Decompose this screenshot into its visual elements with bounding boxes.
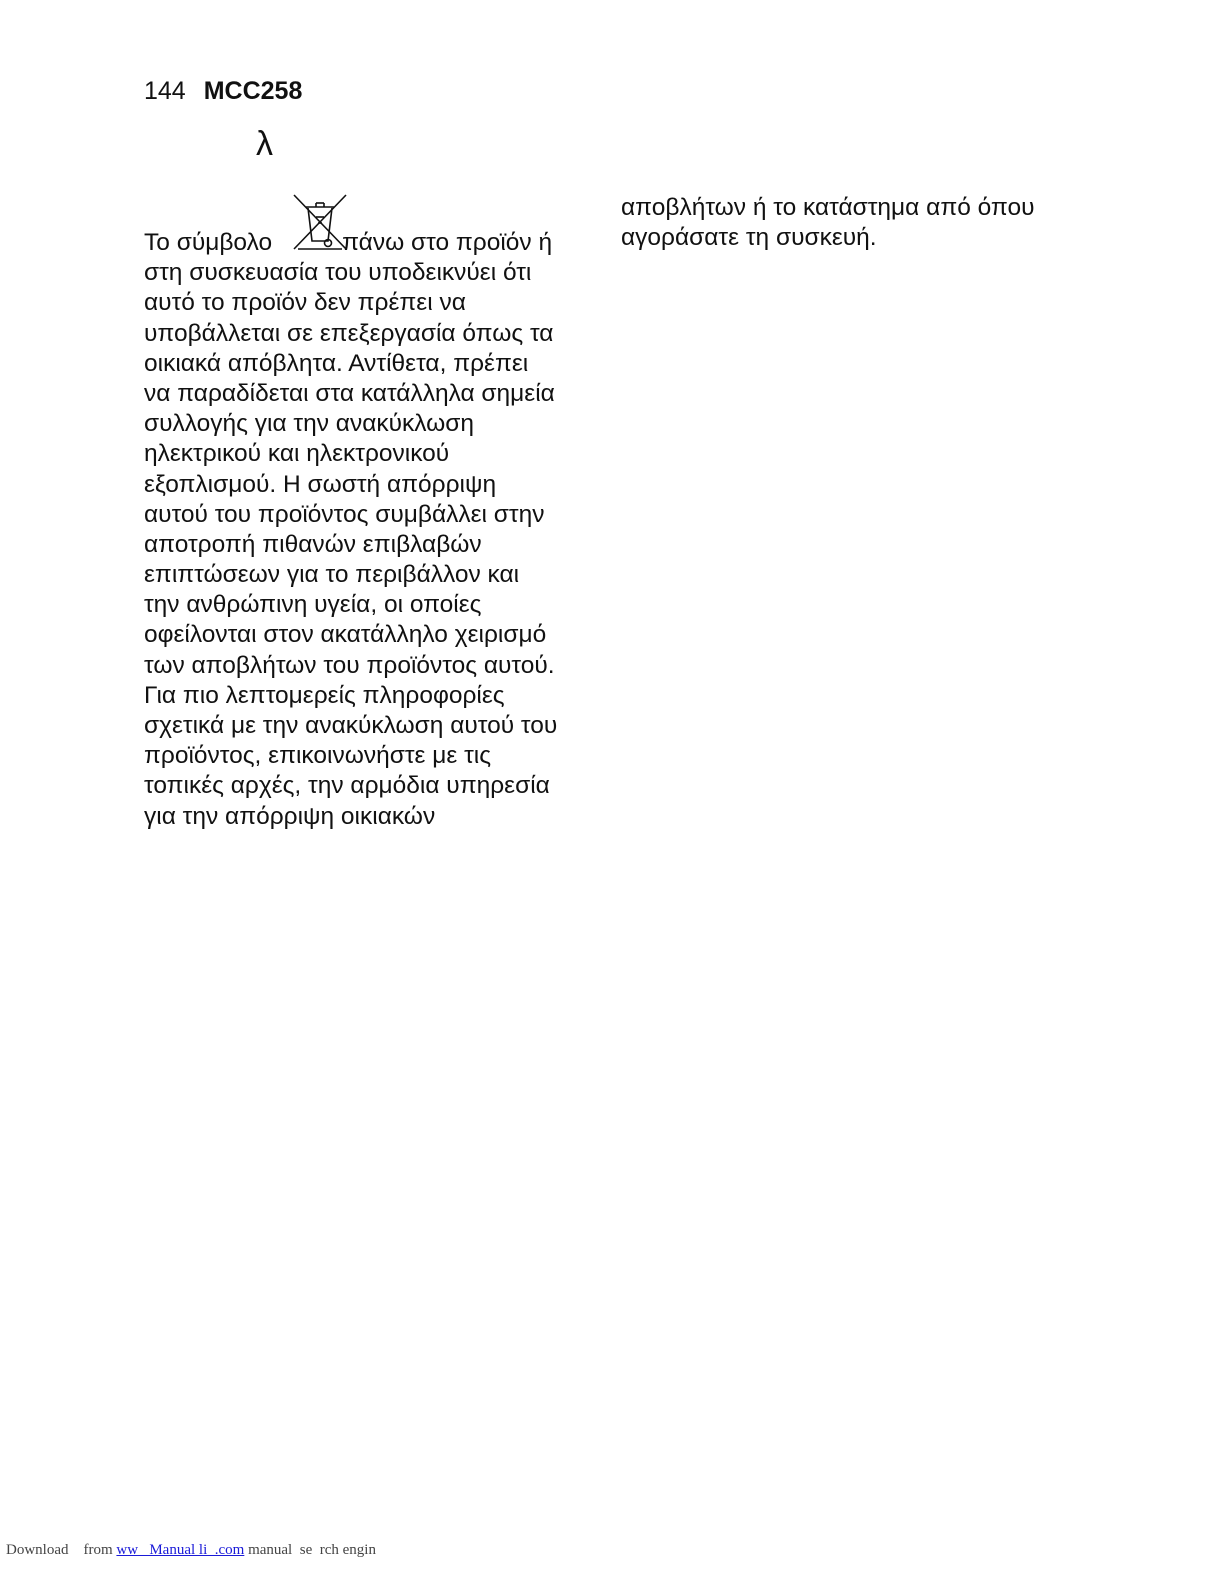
text-before-icon: Το σύμβολο <box>144 229 273 256</box>
text-line: σχετικά με την ανακύκλωση αυτού του <box>144 712 558 739</box>
footer-site-link[interactable]: ww Manual li .com <box>116 1542 245 1558</box>
text-line: ηλεκτρικού και ηλεκτρονικού <box>144 440 450 468</box>
text-line: υποβάλλεται σε επεξεργασία όπως τα <box>144 319 554 347</box>
page-header <box>144 76 302 106</box>
right-text-column <box>621 193 1091 253</box>
download-footer <box>6 1542 376 1559</box>
text-line: εξοπλισμού. Η σωστή απόρριψη <box>144 470 497 498</box>
text-line: των αποβλήτων του προϊόντος αυτού. <box>144 651 555 679</box>
text-line: Για πιο λεπτομερείς πληροφορίες <box>144 681 505 709</box>
text-line: για την απόρριψη οικιακών <box>144 802 436 830</box>
footer-download-text: Download <box>6 1542 69 1558</box>
text-line: οικιακά απόβλητα. Αντίθετα, πρέπει <box>144 349 529 377</box>
text-line <box>144 228 604 258</box>
text-line: αυτό το προϊόν δεν πρέπει να <box>144 289 466 317</box>
footer-from-text: from <box>83 1542 113 1558</box>
text-line: αυτού του προϊόντος συμβάλλει στην <box>144 500 545 528</box>
text-line: αποτροπή πιθανών επιβλαβών <box>144 530 482 558</box>
text-line: προϊόντος, επικοινωνήστε με τις <box>144 742 492 770</box>
text-line: επιπτώσεων για το περιβάλλον και <box>144 561 520 589</box>
text-after-icon: πάνω στο προϊόν ή <box>342 229 553 256</box>
section-marker: λ <box>256 125 273 163</box>
text-line: αγοράσατε τη συσκευή. <box>621 224 877 252</box>
text-line: τοπικές αρχές, την αρμόδια υπηρεσία <box>144 772 550 800</box>
left-text-column <box>144 228 604 832</box>
footer-search-text: manual se rch engin <box>248 1542 376 1558</box>
text-line: αποβλήτων ή το κατάστημα από όπου <box>621 194 1035 221</box>
model-title: MCC258 <box>203 77 303 105</box>
text-line: να παραδίδεται στα κατάλληλα σημεία <box>144 379 555 407</box>
text-line: στη συσκευασία του υποδεικνύει ότι <box>144 259 532 287</box>
page-number: 144 <box>144 77 186 105</box>
text-line: οφείλονται στον ακατάλληλο χειρισμό <box>144 621 547 649</box>
text-line: συλλογής για την ανακύκλωση <box>144 410 475 438</box>
text-line: την ανθρώπινη υγεία, οι οποίες <box>144 591 482 619</box>
